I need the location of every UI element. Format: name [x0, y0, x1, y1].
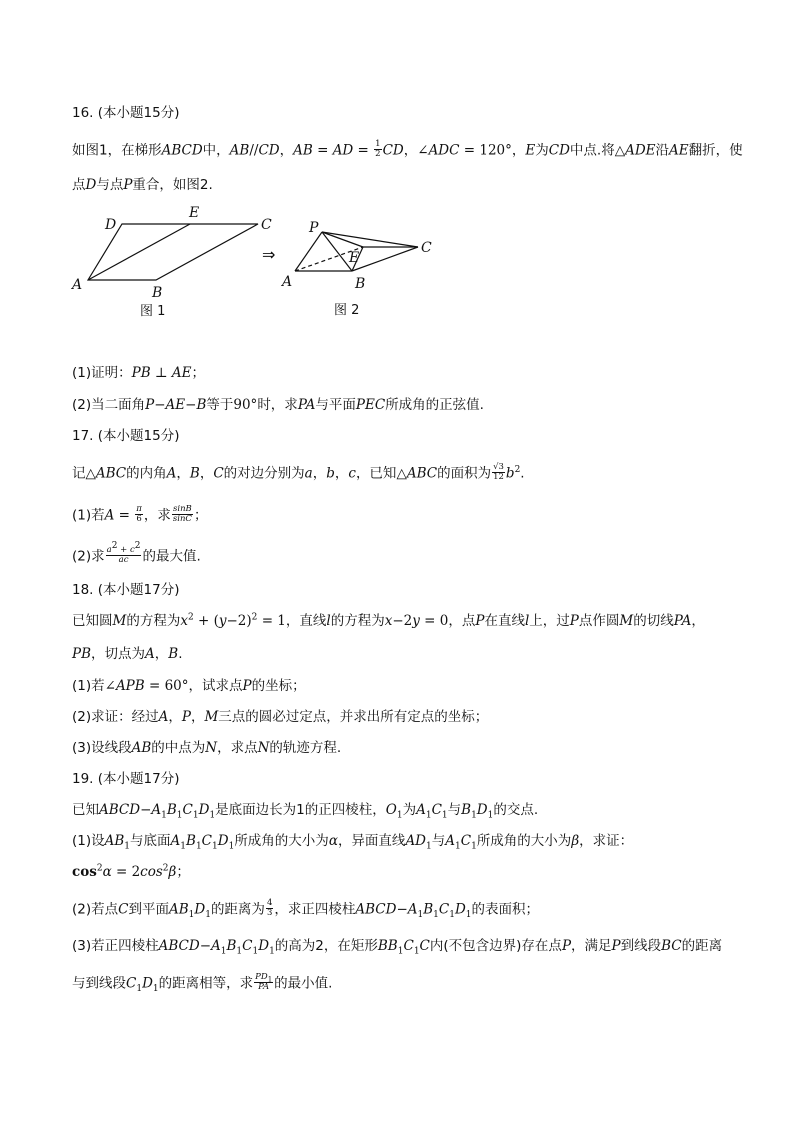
label-a: A	[282, 274, 293, 290]
q16-part2: (2)当二面角P−AE−B等于90°时，求PA与平面PEC所成角的正弦值.	[72, 397, 484, 413]
figure-2-pyramid	[280, 214, 450, 322]
label-e: E	[189, 205, 200, 221]
arrow-icon: ⇒	[262, 245, 276, 264]
q18-stem-line1: 已知圆M的方程为$x^2 + (y-2)^2 = 1$，直线l的方程为x−2y = 0，点P在直线l上，过P点作圆M的切线PA，	[72, 612, 705, 629]
label-b: B	[152, 285, 163, 301]
q17-stem: 记△ABC的内角A，B，C的对边分别为a，b，c，已知△ABC的面积为 $\frac{√3}{12}$ $b^2$.	[72, 462, 525, 482]
label-c: C	[421, 240, 432, 256]
q19-part2: (2)若点C到平面$AB_1D_1$的距离为 $\frac{4}{3}$ ，求正四棱柱$ABCD-A_1B_1C_1D_1$的表面积；	[72, 898, 540, 921]
q16-stem-line1: 如图1，在梯形ABCD中，AB//CD，AB = AD = $\frac{1}{2}$ CD，∠ADC = 120°，E为CD中点.将△ADE沿AE翻折，使	[72, 139, 743, 159]
q16-stem-line2: 点D与点P重合，如图2.	[72, 177, 213, 193]
q19-stem: 已知$ABCD-A_1B_1C_1D_1$是底面边长为1的正四棱柱，$O_1$为$A_1C_1$与$B_1D_1$的交点.	[72, 802, 539, 821]
q17-part2: (2)求 $\frac{a^2 + c^2}{ac}$ 的最大值.	[72, 541, 201, 565]
figure-1-caption: 图 1	[140, 304, 166, 319]
label-e: E	[349, 250, 360, 266]
q19-part1-line1: (1)设$AB_1$与底面$A_1B_1C_1D_1$所成角的大小为α，异面直线$AD_1$与$A_1C_1$所成角的大小为β，求证：	[72, 833, 634, 852]
segment-ae	[88, 224, 190, 280]
q19-part3-line2: 与到线段$C_1D_1$的距离相等，求 $\frac{PD_1}{PA}$ 的最小值.	[72, 972, 333, 995]
q18-part2: (2)求证：经过A，P，M三点的圆必过定点，并求出所有定点的坐标；	[72, 709, 489, 725]
q18-stem-line2: PB，切点为A，B.	[72, 646, 183, 662]
q16-part1: (1)证明：PB ⊥ AE；	[72, 365, 206, 381]
figure-1-trapezoid	[68, 202, 278, 322]
q16-header: 16. (本小题15分)	[72, 105, 180, 121]
q19-header: 19. (本小题17分)	[72, 771, 180, 787]
q17-part1: (1)若A = $\frac{\pi}{6}$ ，求 $\frac{\sin B}{\sin C}$ ；	[72, 504, 208, 524]
label-a: A	[72, 277, 83, 293]
q18-header: 18. (本小题17分)	[72, 582, 180, 598]
label-c: C	[261, 217, 272, 233]
q19-part1-line2: $\cos^2\alpha = 2\cos^2\beta$；	[72, 863, 190, 880]
label-d: D	[105, 217, 117, 233]
edge-pa	[295, 232, 322, 271]
fraction: $\frac{1}{2}$	[375, 139, 381, 159]
q18-part1: (1)若∠APB = 60°，试求点P的坐标；	[72, 678, 306, 694]
edge-pc	[322, 232, 418, 247]
q18-part3: (3)设线段AB的中点为N，求点N的轨迹方程.	[72, 740, 342, 756]
figure-2-caption: 图 2	[334, 303, 360, 318]
label-b: B	[355, 276, 366, 292]
q17-header: 17. (本小题15分)	[72, 428, 180, 444]
q19-part3-line1: (3)若正四棱柱$ABCD-A_1B_1C_1D_1$的高为2，在矩形$BB_1C_1C$内(不包含边界)存在点P，满足P到线段BC的距离	[72, 938, 723, 957]
label-p: P	[309, 220, 319, 236]
